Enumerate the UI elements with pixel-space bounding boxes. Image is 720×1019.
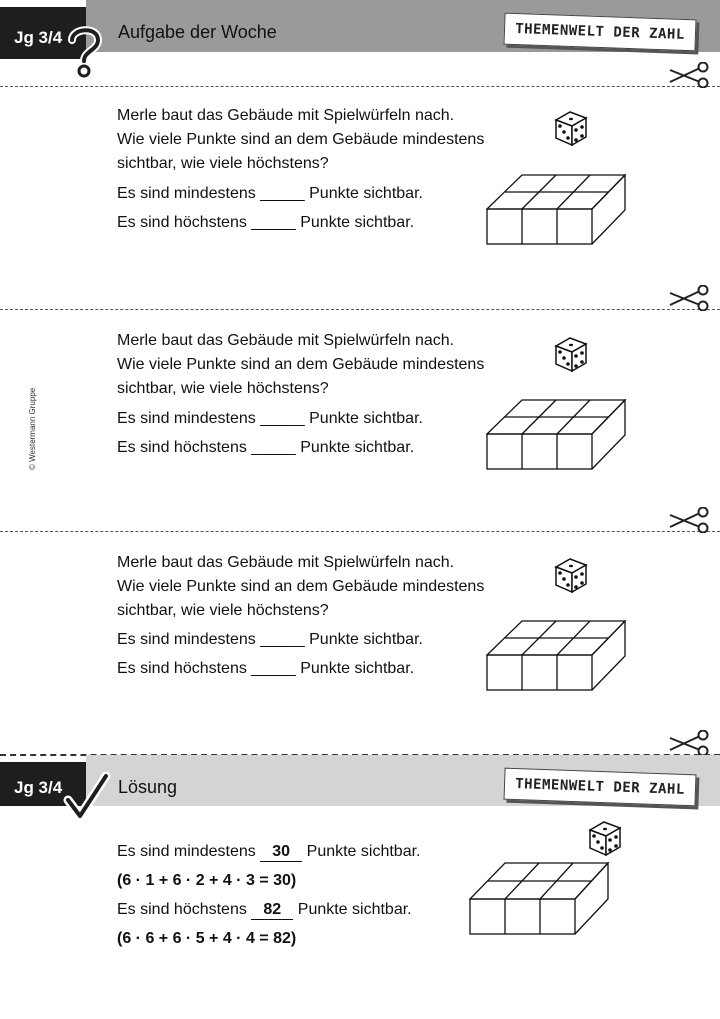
cube-building-drawing — [486, 174, 628, 246]
die-icon — [552, 108, 590, 148]
die-icon — [552, 555, 590, 595]
brand-badge: THEMENWELT DER ZAHL — [504, 13, 697, 52]
scissors-icon — [668, 730, 710, 756]
cube-building-drawing — [469, 862, 611, 936]
copyright-note: © Westermann Gruppe — [28, 387, 37, 470]
grade-label: Jg 3/4 — [14, 778, 63, 797]
solution-max-prefix: Es sind höchstens — [117, 901, 247, 918]
scissors-icon — [668, 507, 710, 533]
cut-line — [0, 531, 720, 532]
page-title: Aufgabe der Woche — [118, 22, 277, 42]
task-text-line-3: sichtbar, wie viele höchstens? — [117, 155, 329, 172]
die-icon — [586, 818, 624, 858]
min-answer-line: Es sind mindestens _____ Punkte sichtbar. — [117, 410, 423, 427]
cube-building-drawing — [486, 399, 628, 471]
task-text-line-2: Wie viele Punkte sind an dem Gebäude mindestens — [117, 131, 485, 148]
scissors-icon — [668, 62, 710, 88]
task-text-line-1: Merle baut das Gebäude mit Spielwürfeln nach. — [117, 332, 455, 349]
checkmark-icon — [62, 770, 112, 824]
task-text-line-2: Wie viele Punkte sind an dem Gebäude mindestens — [117, 356, 485, 373]
solution-max-line — [117, 898, 412, 922]
solution-min-suffix: Punkte sichtbar. — [306, 843, 421, 860]
solution-max-suffix: Punkte sichtbar. — [297, 901, 412, 918]
scissors-icon — [668, 285, 710, 311]
min-answer-line: Es sind mindestens _____ Punkte sichtbar. — [117, 631, 423, 648]
solution-min-line — [117, 840, 420, 864]
min-answer-line: Es sind mindestens _____ Punkte sichtbar. — [117, 185, 423, 202]
question-mark-icon — [64, 24, 104, 78]
task-text-line-2: Wie viele Punkte sind an dem Gebäude mindestens — [117, 578, 485, 595]
task-text-line-1: Merle baut das Gebäude mit Spielwürfeln nach. — [117, 107, 455, 124]
solution-min-calculation: (6 · 1 + 6 · 2 + 4 · 3 = 30) — [117, 872, 297, 889]
max-answer-line: Es sind höchstens _____ Punkte sichtbar. — [117, 439, 415, 456]
solution-min-value: 30 — [260, 843, 302, 862]
cube-building-drawing — [486, 620, 628, 692]
max-answer-line: Es sind höchstens _____ Punkte sichtbar. — [117, 214, 415, 231]
solution-min-prefix: Es sind mindestens — [117, 843, 256, 860]
task-text-line-3: sichtbar, wie viele höchstens? — [117, 602, 329, 619]
solution-max-calculation: (6 · 6 + 6 · 5 + 4 · 4 = 82) — [117, 930, 297, 947]
solution-title: Lösung — [118, 777, 178, 797]
cut-line — [0, 86, 720, 87]
max-answer-line: Es sind höchstens _____ Punkte sichtbar. — [117, 660, 415, 677]
task-text-line-3: sichtbar, wie viele höchstens? — [117, 380, 329, 397]
cut-line — [0, 309, 720, 310]
die-icon — [552, 334, 590, 374]
solution-max-value: 82 — [251, 901, 293, 920]
task-text-line-1: Merle baut das Gebäude mit Spielwürfeln nach. — [117, 554, 455, 571]
grade-label: Jg 3/4 — [14, 28, 63, 47]
brand-badge: THEMENWELT DER ZAHL — [504, 768, 697, 807]
